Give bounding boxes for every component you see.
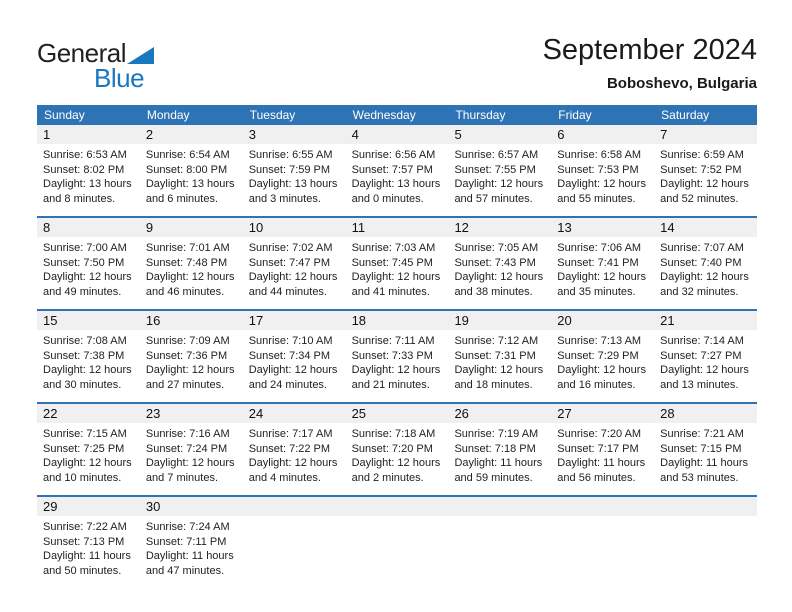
sunrise-line: Sunrise: 7:15 AM: [43, 428, 127, 440]
day-cell-14: [654, 218, 757, 309]
day-cell-13: [551, 218, 654, 309]
day-info: [654, 144, 757, 216]
day-number: [243, 497, 346, 516]
day-info: [448, 144, 551, 216]
daylight-line1: Daylight: 12 hours: [248, 457, 338, 469]
day-number: 14: [654, 218, 757, 237]
day-cell-18: [346, 311, 449, 402]
day-number: [654, 497, 757, 516]
sunset-line: Sunset: 7:31 PM: [454, 349, 536, 362]
day-info: [243, 144, 346, 216]
sunrise-line: Sunrise: 6:57 AM: [454, 149, 539, 161]
day-number: 30: [140, 497, 243, 516]
weekday-header-saturday: Saturday: [661, 108, 710, 122]
day-number: 6: [551, 125, 654, 144]
daylight-line2: and 35 minutes.: [557, 285, 636, 298]
day-info: [654, 516, 757, 588]
day-info: [654, 237, 757, 309]
daylight-line2: and 3 minutes.: [248, 192, 321, 205]
daylight-line2: and 49 minutes.: [43, 285, 122, 298]
daylight-line2: and 50 minutes.: [43, 564, 122, 577]
daylight-line1: Daylight: 12 hours: [43, 271, 132, 283]
sunrise-line: Sunrise: 7:13 AM: [557, 335, 642, 347]
day-cell-28: [654, 404, 757, 495]
day-info: [37, 330, 140, 402]
daylight-line2: and 41 minutes.: [351, 285, 430, 298]
weekday-header-thursday: Thursday: [455, 108, 506, 122]
day-info: [551, 423, 654, 495]
day-number: [551, 497, 654, 516]
day-info: [140, 237, 243, 309]
sunset-line: Sunset: 7:48 PM: [145, 256, 228, 269]
daylight-line1: Daylight: 12 hours: [43, 364, 132, 376]
daylight-line1: Daylight: 12 hours: [145, 364, 235, 376]
daylight-line2: and 0 minutes.: [351, 192, 424, 205]
sunset-line: Sunset: 7:50 PM: [43, 256, 125, 269]
day-number: 26: [448, 404, 551, 423]
day-cell-20: [551, 311, 654, 402]
sunset-line: Sunset: 7:24 PM: [145, 442, 228, 455]
day-cell-6: [551, 125, 654, 216]
day-info: [654, 330, 757, 402]
daylight-line1: Daylight: 12 hours: [557, 271, 646, 283]
day-info: [140, 516, 243, 588]
daylight-line1: Daylight: 12 hours: [351, 457, 441, 469]
daylight-line1: Daylight: 12 hours: [660, 271, 749, 283]
weekday-header-monday: Monday: [146, 108, 190, 122]
daylight-line2: and 59 minutes.: [454, 471, 533, 484]
sunrise-line: Sunrise: 7:06 AM: [557, 242, 642, 254]
day-cell-16: [140, 311, 243, 402]
day-info: [140, 423, 243, 495]
sunset-line: Sunset: 7:36 PM: [145, 349, 228, 362]
day-number: 18: [346, 311, 449, 330]
daylight-line2: and 27 minutes.: [145, 378, 225, 391]
sunrise-line: Sunrise: 7:09 AM: [145, 335, 230, 347]
sunrise-line: Sunrise: 7:16 AM: [145, 428, 230, 440]
day-cell-11: [346, 218, 449, 309]
day-info: [140, 144, 243, 216]
day-cell-19: [448, 311, 551, 402]
day-cell-9: [140, 218, 243, 309]
weekday-header-sunday: Sunday: [44, 108, 85, 122]
daylight-line2: and 46 minutes.: [145, 285, 225, 298]
day-cell-30: [140, 497, 243, 588]
day-info: [551, 144, 654, 216]
day-number: 7: [654, 125, 757, 144]
sunset-line: Sunset: 7:38 PM: [43, 349, 125, 362]
sunset-line: Sunset: 7:41 PM: [557, 256, 639, 269]
daylight-line2: and 30 minutes.: [43, 378, 122, 391]
daylight-line1: Daylight: 12 hours: [145, 271, 235, 283]
week-row: [37, 402, 757, 495]
daylight-line1: Daylight: 11 hours: [454, 457, 543, 469]
daylight-line2: and 16 minutes.: [557, 378, 636, 391]
general-blue-logo: [37, 38, 154, 93]
day-info: [346, 423, 449, 495]
daylight-line1: Daylight: 12 hours: [454, 271, 544, 283]
day-number: 8: [37, 218, 140, 237]
day-cell-22: [37, 404, 140, 495]
daylight-line2: and 18 minutes.: [454, 378, 533, 391]
week-row: [37, 125, 757, 216]
day-cell-7: [654, 125, 757, 216]
day-info: [448, 516, 551, 588]
daylight-line1: Daylight: 12 hours: [351, 271, 441, 283]
sunrise-line: Sunrise: 7:20 AM: [557, 428, 642, 440]
day-number: 29: [37, 497, 140, 516]
calendar-weeks: [37, 125, 757, 588]
sunrise-line: Sunrise: 6:54 AM: [145, 149, 230, 161]
day-number: 23: [140, 404, 243, 423]
daylight-line2: and 13 minutes.: [660, 378, 739, 391]
weekday-header-friday: Friday: [558, 108, 592, 122]
daylight-line2: and 47 minutes.: [145, 564, 225, 577]
day-cell-empty: [448, 497, 551, 588]
day-number: [346, 497, 449, 516]
sunrise-line: Sunrise: 6:53 AM: [43, 149, 127, 161]
daylight-line2: and 2 minutes.: [351, 471, 424, 484]
sunrise-line: Sunrise: 7:19 AM: [454, 428, 539, 440]
sunset-line: Sunset: 7:55 PM: [454, 163, 536, 176]
day-cell-23: [140, 404, 243, 495]
sunrise-line: Sunrise: 7:18 AM: [351, 428, 436, 440]
sunset-line: Sunset: 7:27 PM: [660, 349, 742, 362]
day-info: [37, 237, 140, 309]
daylight-line1: Daylight: 13 hours: [351, 178, 441, 190]
day-number: 2: [140, 125, 243, 144]
day-number: 10: [243, 218, 346, 237]
daylight-line2: and 24 minutes.: [248, 378, 327, 391]
daylight-line2: and 55 minutes.: [557, 192, 636, 205]
week-row: [37, 216, 757, 309]
day-number: 22: [37, 404, 140, 423]
sunset-line: Sunset: 7:57 PM: [351, 163, 433, 176]
day-cell-4: [346, 125, 449, 216]
daylight-line1: Daylight: 12 hours: [351, 364, 441, 376]
sunrise-line: Sunrise: 6:56 AM: [351, 149, 436, 161]
sunset-line: Sunset: 7:13 PM: [43, 535, 125, 548]
daylight-line2: and 52 minutes.: [660, 192, 739, 205]
sunset-line: Sunset: 7:20 PM: [351, 442, 433, 455]
logo-triangle-icon: [127, 47, 154, 64]
day-cell-5: [448, 125, 551, 216]
day-cell-empty: [551, 497, 654, 588]
day-info: [551, 330, 654, 402]
day-number: 11: [346, 218, 449, 237]
day-cell-10: [243, 218, 346, 309]
sunrise-line: Sunrise: 7:24 AM: [145, 521, 230, 533]
day-number: 15: [37, 311, 140, 330]
day-cell-29: [37, 497, 140, 588]
sunset-line: Sunset: 7:34 PM: [248, 349, 331, 362]
daylight-line2: and 53 minutes.: [660, 471, 739, 484]
daylight-line1: Daylight: 12 hours: [557, 178, 646, 190]
daylight-line1: Daylight: 12 hours: [248, 271, 338, 283]
daylight-line1: Daylight: 11 hours: [43, 550, 131, 562]
day-info: [37, 144, 140, 216]
day-info: [551, 237, 654, 309]
day-cell-empty: [346, 497, 449, 588]
day-cell-26: [448, 404, 551, 495]
location-subtitle: Boboshevo, Bulgaria: [606, 75, 757, 92]
day-info: [346, 237, 449, 309]
daylight-line1: Daylight: 12 hours: [454, 364, 544, 376]
daylight-line1: Daylight: 11 hours: [660, 457, 749, 469]
sunset-line: Sunset: 7:45 PM: [351, 256, 433, 269]
day-cell-1: [37, 125, 140, 216]
day-info: [346, 516, 449, 588]
sunrise-line: Sunrise: 7:22 AM: [43, 521, 127, 533]
sunset-line: Sunset: 7:15 PM: [660, 442, 742, 455]
day-number: [448, 497, 551, 516]
daylight-line1: Daylight: 11 hours: [557, 457, 646, 469]
sunrise-line: Sunrise: 7:21 AM: [660, 428, 744, 440]
daylight-line1: Daylight: 12 hours: [660, 178, 749, 190]
sunrise-line: Sunrise: 7:12 AM: [454, 335, 539, 347]
day-number: 13: [551, 218, 654, 237]
sunset-line: Sunset: 7:53 PM: [557, 163, 639, 176]
day-cell-21: [654, 311, 757, 402]
day-info: [346, 330, 449, 402]
daylight-line2: and 57 minutes.: [454, 192, 533, 205]
daylight-line1: Daylight: 12 hours: [660, 364, 749, 376]
day-number: 27: [551, 404, 654, 423]
daylight-line1: Daylight: 13 hours: [248, 178, 338, 190]
day-number: 24: [243, 404, 346, 423]
day-cell-15: [37, 311, 140, 402]
daylight-line2: and 21 minutes.: [351, 378, 430, 391]
day-number: 21: [654, 311, 757, 330]
weekday-header-row: [37, 105, 757, 125]
daylight-line2: and 8 minutes.: [43, 192, 116, 205]
day-info: [37, 516, 140, 588]
daylight-line1: Daylight: 12 hours: [557, 364, 646, 376]
week-row: [37, 495, 757, 588]
weekday-header-tuesday: Tuesday: [249, 108, 296, 122]
day-number: 17: [243, 311, 346, 330]
daylight-line1: Daylight: 13 hours: [145, 178, 235, 190]
daylight-line2: and 32 minutes.: [660, 285, 739, 298]
sunset-line: Sunset: 7:33 PM: [351, 349, 433, 362]
page-title: September 2024: [542, 34, 757, 66]
day-number: 25: [346, 404, 449, 423]
sunrise-line: Sunrise: 7:08 AM: [43, 335, 127, 347]
sunrise-line: Sunrise: 6:58 AM: [557, 149, 642, 161]
daylight-line2: and 56 minutes.: [557, 471, 636, 484]
day-info: [448, 237, 551, 309]
sunset-line: Sunset: 7:25 PM: [43, 442, 125, 455]
daylight-line1: Daylight: 12 hours: [248, 364, 338, 376]
sunset-line: Sunset: 7:59 PM: [248, 163, 331, 176]
day-info: [448, 330, 551, 402]
day-number: 9: [140, 218, 243, 237]
sunset-line: Sunset: 7:17 PM: [557, 442, 639, 455]
day-info: [243, 330, 346, 402]
day-number: 19: [448, 311, 551, 330]
daylight-line2: and 4 minutes.: [248, 471, 321, 484]
day-cell-2: [140, 125, 243, 216]
day-number: 4: [346, 125, 449, 144]
sunrise-line: Sunrise: 7:17 AM: [248, 428, 333, 440]
sunset-line: Sunset: 7:18 PM: [454, 442, 536, 455]
day-cell-empty: [654, 497, 757, 588]
sunrise-line: Sunrise: 7:14 AM: [660, 335, 744, 347]
daylight-line2: and 6 minutes.: [145, 192, 219, 205]
day-number: 1: [37, 125, 140, 144]
day-info: [140, 330, 243, 402]
day-cell-25: [346, 404, 449, 495]
sunrise-line: Sunrise: 6:55 AM: [248, 149, 333, 161]
day-number: 28: [654, 404, 757, 423]
logo-text-general: General: [37, 38, 126, 68]
sunrise-line: Sunrise: 7:02 AM: [248, 242, 333, 254]
day-info: [37, 423, 140, 495]
day-info: [243, 423, 346, 495]
day-number: 5: [448, 125, 551, 144]
day-info: [448, 423, 551, 495]
day-cell-empty: [243, 497, 346, 588]
sunrise-line: Sunrise: 7:05 AM: [454, 242, 539, 254]
day-cell-8: [37, 218, 140, 309]
sunrise-line: Sunrise: 6:59 AM: [660, 149, 744, 161]
daylight-line2: and 44 minutes.: [248, 285, 327, 298]
title-block: [543, 34, 757, 92]
day-info: [654, 423, 757, 495]
day-number: 16: [140, 311, 243, 330]
sunset-line: Sunset: 7:52 PM: [660, 163, 742, 176]
daylight-line1: Daylight: 12 hours: [454, 178, 544, 190]
sunset-line: Sunset: 7:43 PM: [454, 256, 536, 269]
daylight-line2: and 38 minutes.: [454, 285, 533, 298]
daylight-line1: Daylight: 13 hours: [43, 178, 132, 190]
day-info: [551, 516, 654, 588]
sunrise-line: Sunrise: 7:00 AM: [43, 242, 127, 254]
daylight-line1: Daylight: 12 hours: [43, 457, 132, 469]
day-cell-12: [448, 218, 551, 309]
sunset-line: Sunset: 7:29 PM: [557, 349, 639, 362]
calendar: [37, 105, 757, 588]
sunset-line: Sunset: 7:47 PM: [248, 256, 331, 269]
sunset-line: Sunset: 8:00 PM: [145, 163, 228, 176]
day-cell-17: [243, 311, 346, 402]
daylight-line2: and 10 minutes.: [43, 471, 122, 484]
sunset-line: Sunset: 7:40 PM: [660, 256, 742, 269]
sunset-line: Sunset: 7:11 PM: [145, 535, 227, 548]
sunrise-line: Sunrise: 7:11 AM: [351, 335, 435, 347]
day-cell-24: [243, 404, 346, 495]
sunrise-line: Sunrise: 7:10 AM: [248, 335, 333, 347]
day-info: [346, 144, 449, 216]
week-row: [37, 309, 757, 402]
day-cell-27: [551, 404, 654, 495]
weekday-header-wednesday: Wednesday: [352, 108, 416, 122]
day-info: [243, 516, 346, 588]
day-number: 20: [551, 311, 654, 330]
daylight-line1: Daylight: 12 hours: [145, 457, 235, 469]
sunrise-line: Sunrise: 7:07 AM: [660, 242, 744, 254]
sunrise-line: Sunrise: 7:03 AM: [351, 242, 436, 254]
sunrise-line: Sunrise: 7:01 AM: [145, 242, 230, 254]
day-info: [243, 237, 346, 309]
day-number: 12: [448, 218, 551, 237]
day-cell-3: [243, 125, 346, 216]
logo-text-blue: Blue: [94, 63, 145, 93]
day-number: 3: [243, 125, 346, 144]
sunset-line: Sunset: 7:22 PM: [248, 442, 331, 455]
daylight-line2: and 7 minutes.: [145, 471, 219, 484]
sunset-line: Sunset: 8:02 PM: [43, 163, 125, 176]
daylight-line1: Daylight: 11 hours: [145, 550, 234, 562]
